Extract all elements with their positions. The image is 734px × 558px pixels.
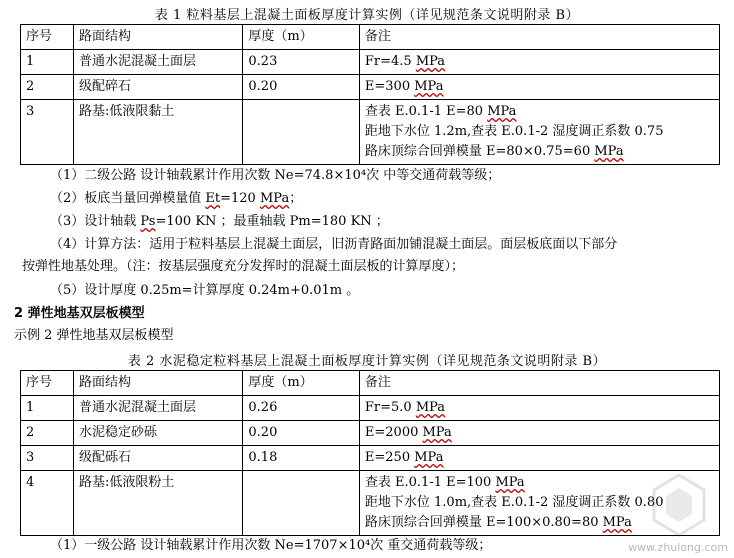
note-unit: MPa — [495, 475, 525, 490]
note-unit: MPa — [414, 79, 444, 94]
cell-thickness — [243, 100, 359, 165]
note-2 — [50, 188, 302, 210]
cell-structure: 水泥稳定砂砾 — [73, 421, 242, 446]
cell-thickness: 0.20 — [243, 421, 359, 446]
table2-caption: 表 2 水泥稳定粒料基层上混凝土面板厚度计算实例（详见规范条文说明附录 B） — [127, 354, 607, 369]
cell-structure: 普通水泥混凝土面层 — [73, 50, 242, 75]
table1 — [20, 24, 720, 165]
note-unit: MPa — [594, 144, 624, 159]
table1-header-row — [21, 25, 720, 50]
note-text: （2）板底当量回弹模量值 — [50, 191, 206, 206]
note-line-1 — [365, 102, 714, 122]
table2-header-row — [21, 371, 720, 396]
note-unit: MPa — [602, 515, 632, 530]
note-text: =100 KN ；最重轴载 Pm=180 KN ； — [155, 214, 389, 229]
header-note: 备注 — [359, 25, 719, 50]
cell-thickness: 0.23 — [243, 50, 359, 75]
header-structure: 路面结构 — [73, 371, 242, 396]
cell-no: 1 — [21, 396, 74, 421]
cell-no: 3 — [21, 100, 74, 165]
table-row — [21, 446, 720, 471]
cell-no: 2 — [21, 75, 74, 100]
cell-structure: 级配碎石 — [73, 75, 242, 100]
note-text: 路床顶综合回弹模量 E=80×0.75=60 — [364, 144, 595, 159]
cell-thickness: 0.18 — [243, 446, 359, 471]
cell-note — [359, 421, 719, 446]
header-structure: 路面结构 — [73, 25, 242, 50]
note-unit: MPa — [415, 400, 446, 415]
cell-no: 4 — [21, 471, 74, 536]
section-heading: 2 弹性地基双层板模型 — [14, 306, 145, 321]
cell-structure: 路基:低液限粉土 — [73, 471, 242, 536]
cell-no: 1 — [21, 50, 74, 75]
watermark-text: www.zhulong.com — [628, 541, 728, 554]
note-text: 路床顶综合回弹模量 E=100×0.80=80 — [364, 515, 603, 530]
cell-note — [359, 446, 719, 471]
note-line-2: 距地下水位 1.0m,查表 E.0.1-2 湿度调正系数 0.80 — [364, 495, 664, 510]
note-4-line-1: （4）计算方法：适用于粒料基层上混凝土面层，旧沥青路面加铺混凝土面层。面层板底面以下部分 — [50, 237, 618, 252]
note-unit: MPa — [414, 450, 444, 465]
note-text: Fr=4.5 — [364, 54, 416, 69]
note-3 — [50, 211, 389, 233]
note-unit: MPa — [259, 191, 290, 206]
note-unit: MPa — [487, 104, 517, 119]
table-row — [21, 75, 720, 100]
table-row — [21, 396, 720, 421]
watermark-logo-icon — [644, 470, 714, 540]
table2 — [20, 370, 720, 536]
cell-structure: 级配砾石 — [73, 446, 242, 471]
note-line-2: 距地下水位 1.2m,查表 E.0.1-2 湿度调正系数 0.75 — [364, 124, 664, 139]
cell-structure: 普通水泥混凝土面层 — [73, 396, 242, 421]
cell-thickness: 0.26 — [243, 396, 359, 421]
note-5: （5）设计厚度 0.25m=计算厚度 0.24m+0.01m 。 — [50, 283, 360, 298]
example-title: 示例 2 弹性地基双层板模型 — [14, 328, 174, 343]
table-row — [21, 471, 720, 536]
note-text: E=250 — [364, 450, 415, 465]
note-unit: MPa — [415, 54, 446, 69]
note-term: Et — [205, 191, 221, 206]
note-1-table2: （1）一级公路 设计轴载累计作用次数 Ne=1707×10⁴次 重交通荷载等级； — [50, 538, 492, 553]
cell-note-multiline — [359, 100, 719, 165]
note-term: Ps — [140, 214, 156, 229]
header-thickness: 厚度（m） — [243, 371, 359, 396]
cell-note — [359, 75, 719, 100]
note-line-3 — [365, 142, 714, 162]
note-text: 查表 E.0.1-1 E=80 — [364, 104, 488, 119]
header-note: 备注 — [359, 371, 719, 396]
cell-no: 3 — [21, 446, 74, 471]
table-row — [21, 421, 720, 446]
cell-note — [359, 396, 719, 421]
note-text: E=2000 — [364, 425, 423, 440]
header-no: 序号 — [21, 25, 74, 50]
table1-caption: 表 1 粒料基层上混凝土面板厚度计算实例（详见规范条文说明附录 B） — [154, 8, 580, 23]
table-row — [21, 100, 720, 165]
cell-thickness: 0.20 — [243, 75, 359, 100]
note-text: Fr=5.0 — [364, 400, 416, 415]
table-row — [21, 50, 720, 75]
note-1: （1）二级公路 设计轴载累计作用次数 Ne=74.8×10⁴次 中等交通荷载等级； — [50, 168, 501, 183]
note-text: 查表 E.0.1-1 E=100 — [364, 475, 496, 490]
note-text: ； — [289, 191, 303, 206]
cell-structure: 路基:低液限黏土 — [73, 100, 242, 165]
header-thickness: 厚度（m） — [243, 25, 359, 50]
cell-thickness — [243, 471, 359, 536]
cell-note — [359, 50, 719, 75]
note-text: （3）设计轴载 — [50, 214, 141, 229]
header-no: 序号 — [21, 371, 74, 396]
cell-no: 2 — [21, 421, 74, 446]
note-text: =120 — [220, 191, 260, 206]
note-4-line-2: 按弹性地基处理。（注：按基层强度充分发挥时的混凝土面层板的计算厚度）； — [22, 259, 465, 274]
note-unit: MPa — [422, 425, 452, 440]
note-text: E=300 — [364, 79, 415, 94]
